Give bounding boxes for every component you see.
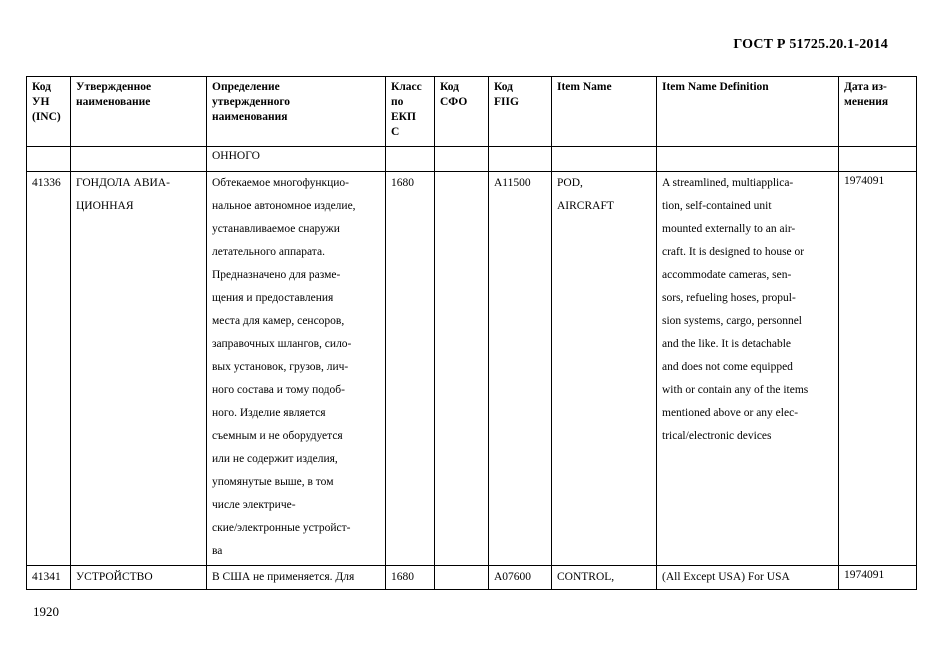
cell-date: 1974091 [839, 566, 917, 590]
table-row [27, 566, 917, 590]
cell-definition: Обтекаемое многофункцио- нальное автономное изделие, устанавливаемое снаружи летательного аппарата. Предназначено для разме- щения и предоставления места для камер, сенсоров, заправочных шлангов, сило- вых установок, грузов, лич- ного состава и тому подоб- ного. Изделие является съемным и не оборудуется или не содержит изделия, упомянутые выше, в том числе электриче- ские/электронные устройст- ва [207, 172, 386, 566]
table-header-row [27, 77, 917, 147]
header-code-inc: Код УН (INC) [27, 77, 71, 147]
classification-table [26, 76, 917, 590]
cell-item-definition: A streamlined, multiapplica- tion, self-contained unit mounted externally to an air- craft. It is designed to house or accommodate cameras, sen- sors, refueling hoses, propul- sion systems, cargo, personnel and the like. It is detachable and does not come equipped with or contain any of the items mentioned above or any elec- trical/electronic devices [657, 172, 839, 566]
cell-item-name: CONTROL, [552, 566, 657, 590]
cell-sfo [435, 147, 489, 172]
cell-item-definition: (All Except USA) For USA [657, 566, 839, 590]
cell-sfo [435, 566, 489, 590]
cell-date: 1974091 [839, 172, 917, 566]
cell-fiig [489, 147, 552, 172]
cell-class [386, 147, 435, 172]
cell-name: УСТРОЙСТВО [71, 566, 207, 590]
cell-definition: ОННОГО [207, 147, 386, 172]
cell-definition: В США не применяется. Для [207, 566, 386, 590]
cell-date [839, 147, 917, 172]
header-class: Класс по ЕКП С [386, 77, 435, 147]
cell-name [71, 147, 207, 172]
cell-item-definition [657, 147, 839, 172]
cell-item-name [552, 147, 657, 172]
header-approved-name: Утвержденное наименование [71, 77, 207, 147]
cell-sfo [435, 172, 489, 566]
cell-class: 1680 [386, 566, 435, 590]
cell-fiig: A07600 [489, 566, 552, 590]
page-number: 1920 [33, 604, 59, 619]
cell-class: 1680 [386, 172, 435, 566]
table-row [27, 147, 917, 172]
cell-code: 41336 [27, 172, 71, 566]
header-fiig-code: Код FIIG [489, 77, 552, 147]
header-definition: Определение утвержденного наименования [207, 77, 386, 147]
document-code: ГОСТ Р 51725.20.1-2014 [733, 37, 888, 52]
cell-code [27, 147, 71, 172]
header-sfo-code: Код СФО [435, 77, 489, 147]
header-item-name-definition: Item Name Definition [657, 77, 839, 147]
cell-code: 41341 [27, 566, 71, 590]
cell-item-name: POD, AIRCRAFT [552, 172, 657, 566]
header-change-date: Дата из- менения [839, 77, 917, 147]
cell-name: ГОНДОЛА АВИА- ЦИОННАЯ [71, 172, 207, 566]
table-row [27, 172, 917, 566]
header-item-name: Item Name [552, 77, 657, 147]
cell-fiig: A11500 [489, 172, 552, 566]
